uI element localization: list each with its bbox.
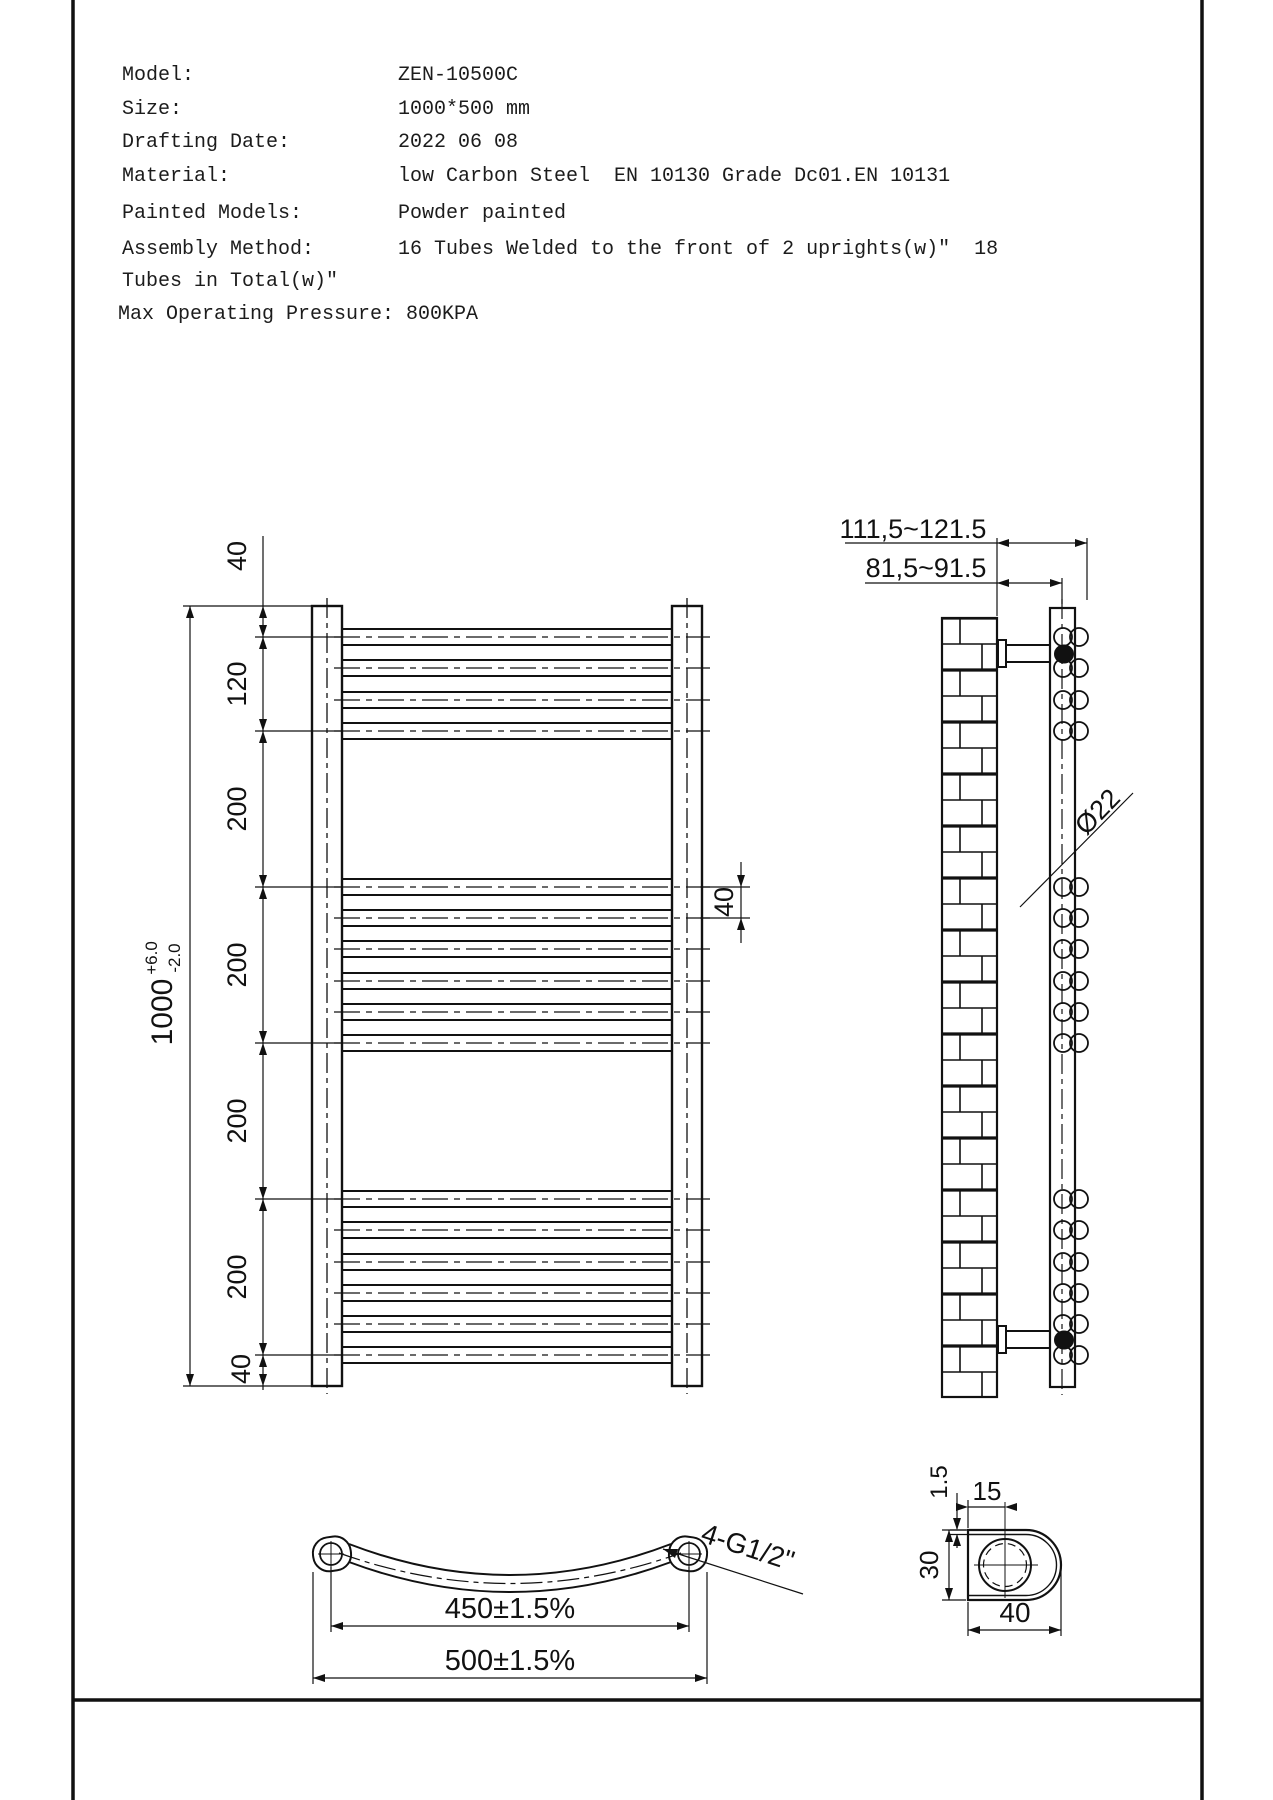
side-view-arrows bbox=[997, 539, 1087, 587]
tube-circles bbox=[1054, 628, 1088, 1364]
dim-thread: 4-G1/2" bbox=[697, 1517, 799, 1577]
assembly-label: Assembly Method: bbox=[122, 238, 315, 261]
dim-tol-minus: -2.0 bbox=[165, 943, 184, 973]
dim-chain-40-bottom: 40 bbox=[226, 1353, 256, 1385]
dim-wall-to-outer: 111,5~121.5 bbox=[839, 514, 987, 544]
dim-chain-40-top: 40 bbox=[222, 540, 252, 572]
dim-chain-120: 120 bbox=[222, 661, 252, 707]
dim-tube-centers: 450±1.5% bbox=[444, 1593, 576, 1625]
header-row-model bbox=[122, 64, 1202, 87]
dim-overall-1000: 1000 bbox=[146, 978, 179, 1046]
header-row-material bbox=[122, 165, 1202, 188]
front-view bbox=[312, 598, 710, 1394]
model-label: Model: bbox=[122, 64, 195, 87]
dim-tol-plus: +6.0 bbox=[142, 941, 161, 975]
bottom-view bbox=[311, 1534, 709, 1592]
header-row-painted bbox=[122, 202, 1202, 225]
detail-view-dim-labels bbox=[914, 1465, 1031, 1628]
date-value: 2022 06 08 bbox=[398, 131, 519, 154]
wall-section bbox=[942, 618, 997, 1397]
dim-wall-thickness: 1.5 bbox=[926, 1465, 953, 1499]
dim-chain-200-3: 200 bbox=[222, 1098, 252, 1144]
header-row-date bbox=[122, 131, 1202, 154]
size-value: 1000*500 mm bbox=[398, 98, 531, 121]
dim-hole-offset: 15 bbox=[972, 1476, 1002, 1506]
painted-value: Powder painted bbox=[398, 202, 567, 225]
painted-label: Painted Models: bbox=[122, 202, 303, 225]
bottom-view-dim-labels bbox=[445, 1517, 798, 1677]
material-value: low Carbon Steel EN 10130 Grade Dc01.EN 10131 bbox=[398, 165, 951, 188]
dim-chain-200-1: 200 bbox=[222, 786, 252, 832]
material-label: Material: bbox=[122, 165, 231, 188]
dim-height: 30 bbox=[914, 1550, 944, 1580]
header-row-assembly bbox=[122, 238, 1202, 261]
dim-chain-200-2: 200 bbox=[222, 942, 252, 988]
header-row-size bbox=[122, 98, 1202, 121]
side-view bbox=[942, 599, 1088, 1397]
dim-tube-pitch-40: 40 bbox=[709, 886, 739, 918]
date-label: Drafting Date: bbox=[122, 131, 291, 154]
assembly-value: 16 Tubes Welded to the front of 2 uprights(w)" 18 bbox=[398, 238, 999, 261]
dim-overall-width: 500±1.5% bbox=[444, 1645, 576, 1677]
max-pressure-line: Max Operating Pressure: 800KPA bbox=[118, 303, 479, 326]
detail-view bbox=[968, 1502, 1061, 1600]
model-value: ZEN-10500C bbox=[398, 64, 519, 87]
dim-wall-to-center: 81,5~91.5 bbox=[865, 553, 987, 583]
dim-chain-200-4: 200 bbox=[222, 1254, 252, 1300]
assembly-wrap-line: Tubes in Total(w)" bbox=[122, 270, 339, 293]
bracket-bottom bbox=[998, 1326, 1073, 1353]
size-label: Size: bbox=[122, 98, 183, 121]
dim-width: 40 bbox=[999, 1597, 1031, 1628]
dim-tube-diameter: Ø22 bbox=[1069, 782, 1127, 841]
